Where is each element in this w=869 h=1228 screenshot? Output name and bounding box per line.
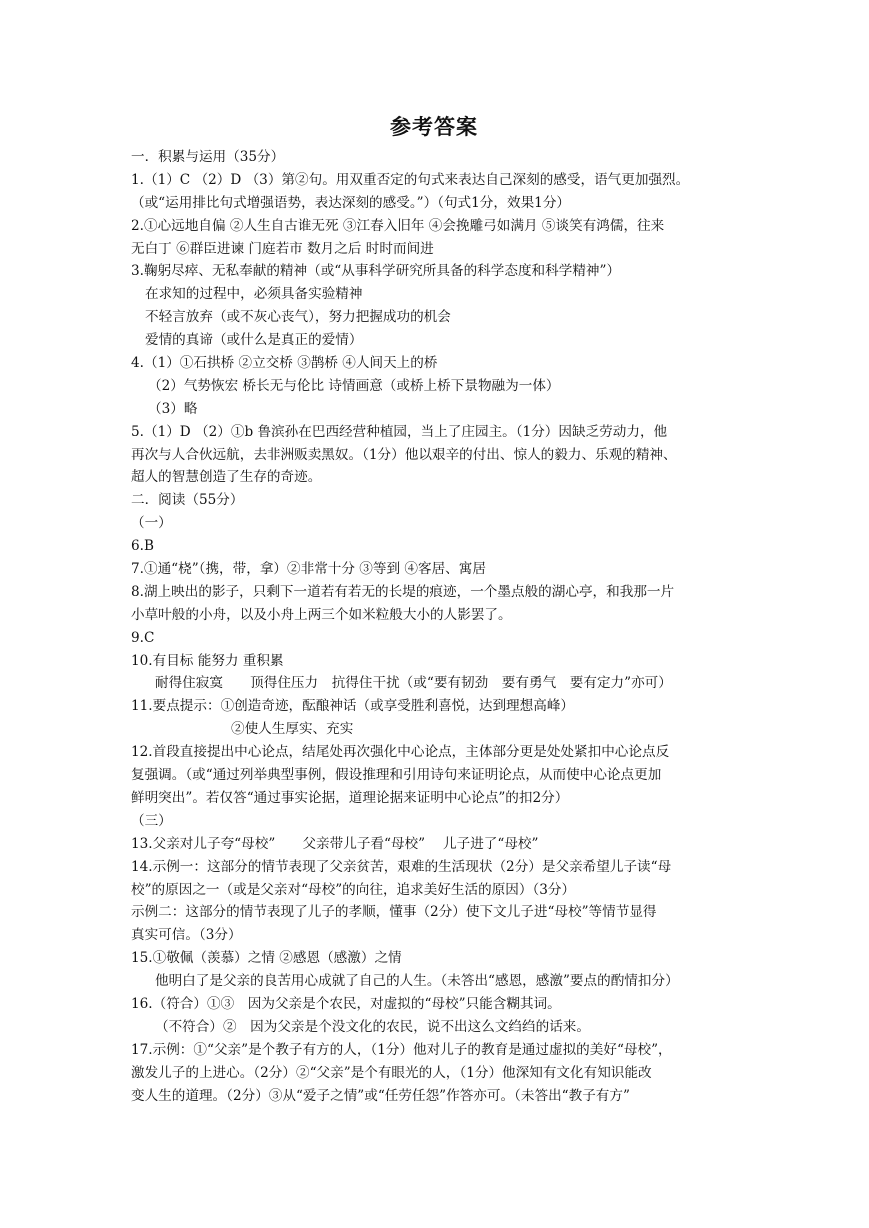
answer-line: 复强调。（或“通过列举典型事例，假设推理和引用诗句来证明论点，从而使中心论点更加 — [131, 767, 662, 784]
answer-line: 真实可信。（3分） — [131, 927, 242, 944]
answer-line: 12.首段直接提出中心论点，结尾处再次强化中心论点，主体部分更是处处紧扣中心论点反 — [131, 744, 670, 761]
answer-line: ②使人生厚实、充实 — [231, 721, 354, 738]
answer-line: 3.鞠躬尽瘁、无私奉献的精神（或“从事科学研究所具备的科学态度和科学精神”） — [131, 263, 621, 280]
answer-line: 超人的智慧创造了生存的奇迹。 — [131, 469, 322, 486]
answer-line: （不符合）② 因为父亲是个没文化的农民，说不出这么文绉绉的话来。 — [155, 1018, 590, 1035]
answer-line: 激发儿子的上进心。（2分）②“父亲”是个有眼光的人，（1分）他深知有文化有知识能改 — [131, 1064, 652, 1081]
answer-line: （3）略 — [148, 400, 198, 417]
answer-line: 耐得住寂寞 顶得住压力 抗得住干扰（或“要有韧劲 要有勇气 要有定力”亦可） — [155, 675, 672, 692]
document-title: 参考答案 — [390, 115, 478, 139]
answer-line: 变人生的道理。（2分）③从“爱子之情”或“任劳任怨”作答亦可。（未答出“教子有方” — [131, 1087, 630, 1104]
answer-line: 17.示例：①“父亲”是个教子有方的人，（1分）他对儿子的教育是通过虚拟的美好“母校”， — [131, 1041, 672, 1058]
answer-line: 8.湖上映出的影子，只剩下一道若有若无的长堤的痕迹，一个墨点般的湖心亭，和我那一片 — [131, 583, 675, 600]
subsection-heading: （三） — [131, 812, 172, 829]
section-heading-2: 二．阅读（55分） — [131, 492, 244, 509]
answer-line: 5.（1）D （2）①b 鲁滨孙在巴西经营种植园，当上了庄园主。（1分）因缺乏劳动力，他 — [131, 423, 668, 440]
answer-line: 他明白了是父亲的良苦用心成就了自己的人生。（未答出“感恩，感激”要点的酌情扣分） — [155, 973, 679, 990]
answer-line: 示例二：这部分的情节表现了儿子的孝顺，懂事（2分）使下文儿子进“母校”等情节显得 — [131, 904, 657, 921]
answer-line: 10.有目标 能努力 重积累 — [131, 652, 284, 669]
answer-line: 无白丁 ⑥群臣进谏 门庭若市 数月之后 时时而间进 — [131, 240, 434, 257]
answer-line: 爱情的真谛（或什么是真正的爱情） — [145, 332, 363, 349]
answer-line: 7.①通“桡”（携，带，拿）②非常十分 ③等到 ④客居、寓居 — [131, 561, 486, 578]
answer-line: 4.（1）①石拱桥 ②立交桥 ③鹊桥 ④人间天上的桥 — [131, 355, 438, 372]
answer-line: 14.示例一：这部分的情节表现了父亲贫苦，艰难的生活现状（2分）是父亲希望儿子读“母 — [131, 858, 672, 875]
answer-line: 鲜明突出”。若仅答“通过事实论据，道理论据来证明中心论点”的扣2分） — [131, 789, 569, 806]
answer-line: 再次与人合伙远航，去非洲贩卖黑奴。（1分）他以艰辛的付出、惊人的毅力、乐观的精神、 — [131, 446, 677, 463]
section-heading-1: 一．积累与运用（35分） — [131, 149, 285, 165]
answer-line: （2）气势恢宏 桥长无与伦比 诗情画意（或桥上桥下景物融为一体） — [148, 377, 560, 394]
answer-line: 1.（1）C （2）D （3）第②句。用双重否定的句式来表达自己深刻的感受，语气更加强烈。 — [131, 171, 690, 188]
answer-line: 6.B — [131, 538, 154, 555]
answer-line: 16.（符合）①③ 因为父亲是个农民，对虚拟的“母校”只能含糊其词。 — [131, 995, 561, 1012]
answer-line: 15.①敬佩（羡慕）之情 ②感恩（感激）之情 — [131, 950, 402, 967]
answer-line: 9.C — [131, 629, 155, 646]
answer-line: （或“运用排比句式增强语势，表达深刻的感受。”）（句式1分，效果1分） — [131, 194, 571, 211]
answer-line: 小草叶般的小舟，以及小舟上两三个如米粒般大小的人影罢了。 — [131, 606, 512, 623]
answer-line: 13.父亲对儿子夸“母校” 父亲带儿子看“母校” 儿子进了“母校” — [131, 835, 539, 852]
answer-line: 2.①心远地自偏 ②人生自古谁无死 ③江春入旧年 ④会挽雕弓如满月 ⑤谈笑有鸿儒，往来 — [131, 217, 665, 234]
answer-line: 不轻言放弃（或不灰心丧气），努力把握成功的机会 — [145, 309, 451, 326]
answer-document — [131, 112, 741, 1107]
subsection-heading: （一） — [131, 515, 172, 532]
answer-line: 校”的原因之一（或是父亲对“母校”的向往，追求美好生活的原因）（3分） — [131, 881, 576, 898]
answer-line: 在求知的过程中，必须具备实验精神 — [145, 286, 363, 303]
answer-line: 11.要点提示：①创造奇迹，酝酿神话（或享受胜利喜悦，达到理想高峰） — [131, 698, 575, 715]
